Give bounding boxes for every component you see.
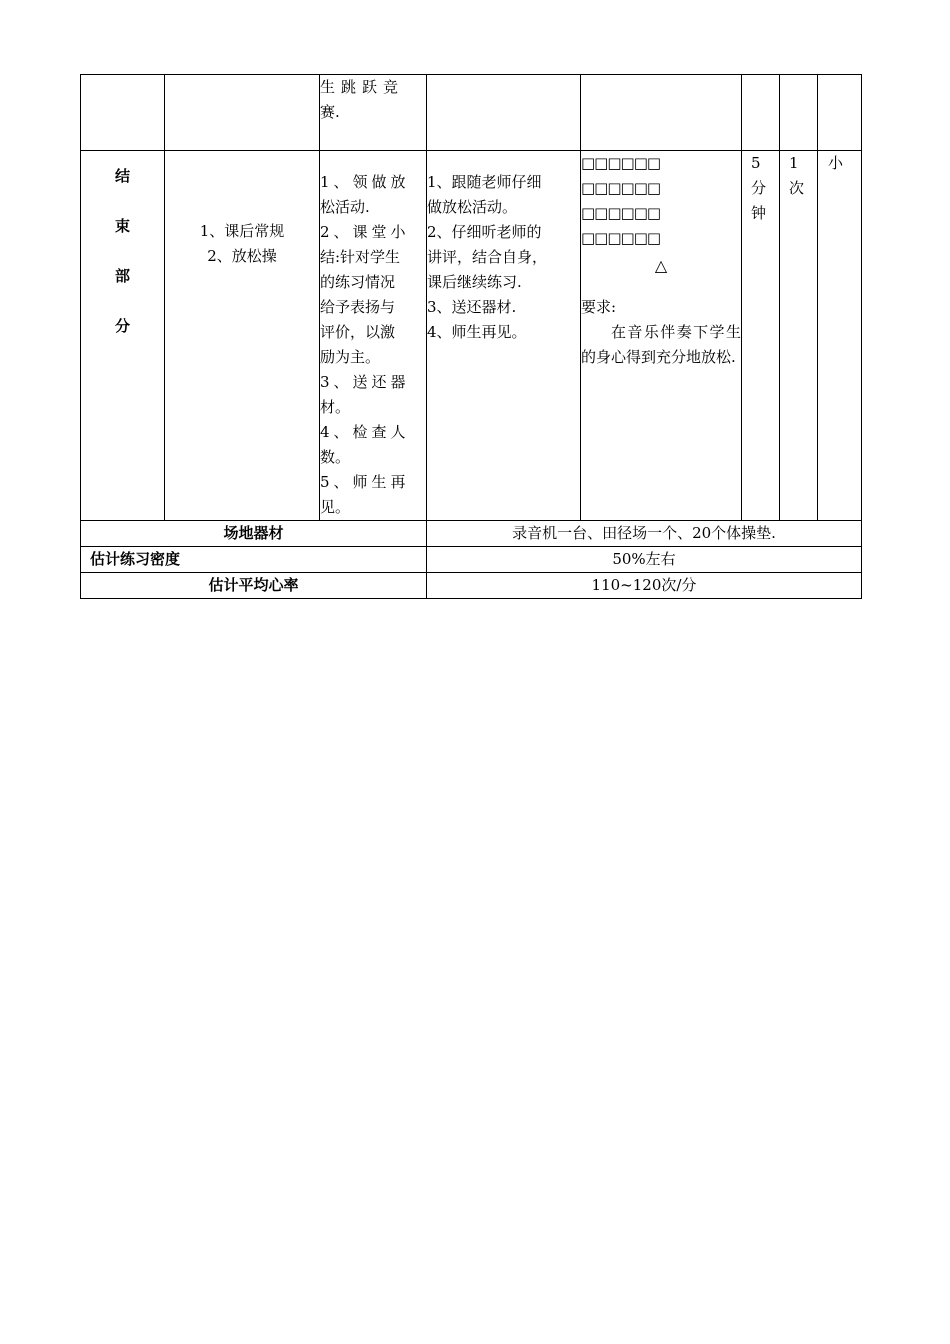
section-char: 束 xyxy=(114,217,130,235)
teacher-line: 励为主。 xyxy=(320,348,381,366)
teacher-line: 松活动. xyxy=(320,198,370,216)
time-char: 钟 xyxy=(751,204,767,222)
teacher-line: 的练习情况 xyxy=(320,273,396,291)
time-char: 分 xyxy=(751,179,767,197)
cell-content xyxy=(165,151,320,521)
formation-row: □□□□□□ xyxy=(581,229,661,247)
formation-row: □□□□□□ xyxy=(581,179,661,197)
content-item: 2、放松操 xyxy=(207,247,277,265)
times-char: 次 xyxy=(789,179,805,197)
section-char: 结 xyxy=(114,167,130,185)
teacher-line: 评价，以激 xyxy=(320,323,396,341)
formation-row: □□□□□□ xyxy=(581,204,661,222)
teacher-line: 结:针对学生 xyxy=(320,248,401,266)
table-row-continued xyxy=(81,75,862,151)
requirement-text: 在音乐伴奏下学生的身心得到充分地放松. xyxy=(581,323,741,366)
cell-empty xyxy=(81,75,165,151)
table-row-heart-rate xyxy=(81,573,862,599)
student-line: 1、跟随老师仔细 xyxy=(427,173,542,191)
cell-times xyxy=(780,151,818,521)
student-line: 做放松活动。 xyxy=(427,198,518,216)
table-row-end-section xyxy=(81,151,862,521)
student-line: 2、仔细听老师的 xyxy=(427,223,542,241)
teacher-line: 材。 xyxy=(320,398,351,416)
teacher-line: 4、检查人 xyxy=(320,423,410,441)
student-line: 3、送还器材. xyxy=(427,298,517,316)
cell-student-activities xyxy=(427,151,581,521)
section-char: 部 xyxy=(114,267,130,285)
equipment-value: 录音机一台、田径场一个、20个体操垫. xyxy=(427,521,862,547)
student-line: 4、师生再见。 xyxy=(427,323,527,341)
teacher-line: 数。 xyxy=(320,448,351,466)
cell-empty xyxy=(818,75,862,151)
teacher-line: 2、课堂小 xyxy=(320,223,410,241)
teacher-line: 给予表扬与 xyxy=(320,298,396,316)
teacher-line: 3、送还器 xyxy=(320,373,410,391)
cell-empty xyxy=(780,75,818,151)
method-line: 生跳跃竞 xyxy=(320,78,405,96)
cell-teacher-method-continued xyxy=(320,75,427,151)
student-line: 课后继续练习. xyxy=(427,273,522,291)
teacher-line: 见。 xyxy=(320,498,351,516)
section-label-end xyxy=(81,151,165,521)
cell-empty xyxy=(427,75,581,151)
cell-organization xyxy=(581,151,742,521)
teacher-line: 1、领做放 xyxy=(320,173,410,191)
density-value: 50%左右 xyxy=(427,547,862,573)
cell-time xyxy=(742,151,780,521)
teacher-position-icon: △ xyxy=(654,256,668,275)
cell-empty xyxy=(742,75,780,151)
content-item: 1、课后常规 xyxy=(199,222,285,240)
cell-intensity xyxy=(818,151,862,521)
cell-teacher-activities xyxy=(320,151,427,521)
heart-rate-label: 估计平均心率 xyxy=(81,573,427,599)
teacher-line: 5、师生再 xyxy=(320,473,410,491)
student-line: 讲评，结合自身， xyxy=(427,248,548,266)
times-char: 1 xyxy=(789,154,799,172)
section-char: 分 xyxy=(114,317,130,335)
heart-rate-value: 110~120次/分 xyxy=(427,573,862,599)
cell-empty xyxy=(165,75,320,151)
lesson-plan-table xyxy=(80,74,862,599)
time-char: 5 xyxy=(751,154,761,172)
table-row-density xyxy=(81,547,862,573)
requirement-label: 要求: xyxy=(581,298,617,316)
equipment-label: 场地器材 xyxy=(81,521,427,547)
table-row-equipment xyxy=(81,521,862,547)
method-line: 赛. xyxy=(320,103,340,121)
intensity-value: 小 xyxy=(828,154,844,172)
formation-row: □□□□□□ xyxy=(581,154,661,172)
cell-empty xyxy=(581,75,742,151)
density-label: 估计练习密度 xyxy=(81,547,427,573)
